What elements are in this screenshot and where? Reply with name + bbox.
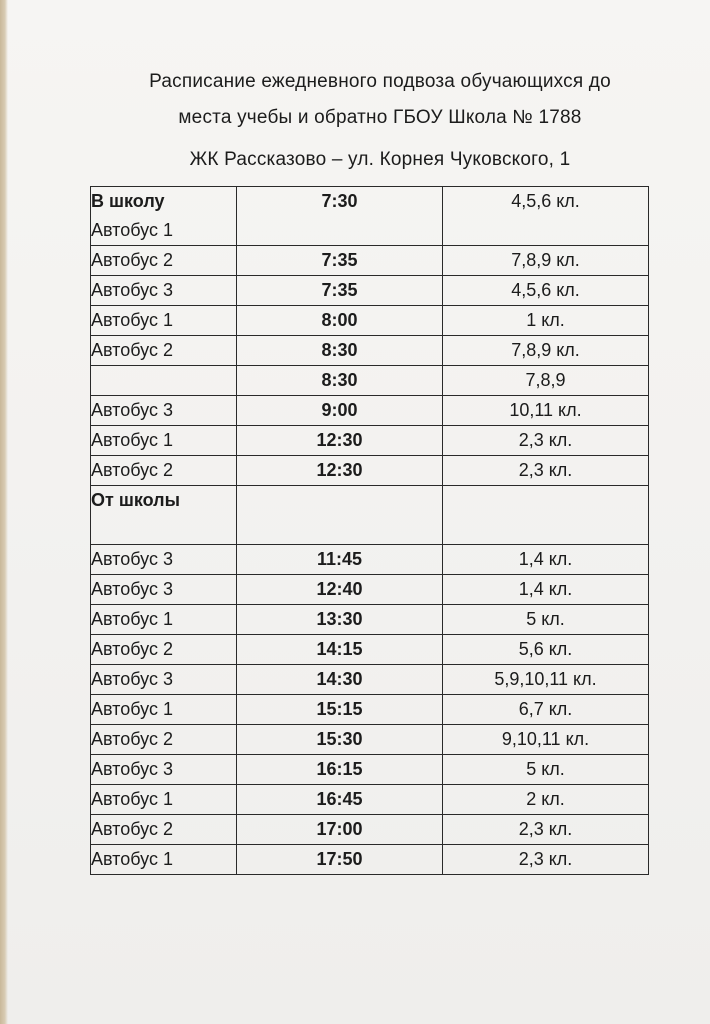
table-cell-route: Автобус 1 <box>91 605 237 635</box>
table-row <box>91 456 649 486</box>
table-cell-time: 7:30 <box>237 187 443 246</box>
from-school-header-cell <box>91 486 237 545</box>
table-cell-route: Автобус 1 <box>91 845 237 875</box>
table-cell-grades: 5,6 кл. <box>443 635 649 665</box>
table-cell-time: 12:30 <box>237 426 443 456</box>
table-row <box>91 306 649 336</box>
table-cell-route: Автобус 3 <box>91 276 237 306</box>
table-cell-grades: 2 кл. <box>443 785 649 815</box>
table-row <box>91 755 649 785</box>
table-row <box>91 605 649 635</box>
to-school-label: В школу <box>91 191 165 211</box>
table-cell-route <box>91 366 237 396</box>
table-row <box>91 815 649 845</box>
table-cell-time: 8:00 <box>237 306 443 336</box>
table-cell-route: Автобус 2 <box>91 725 237 755</box>
table-row <box>91 545 649 575</box>
from-school-header-row <box>91 486 649 545</box>
table-row <box>91 396 649 426</box>
table-cell-route: Автобус 2 <box>91 336 237 366</box>
table-row <box>91 366 649 396</box>
table-cell-time: 16:15 <box>237 755 443 785</box>
table-row <box>91 665 649 695</box>
table-cell-route: Автобус 2 <box>91 815 237 845</box>
table-cell-grades: 2,3 кл. <box>443 815 649 845</box>
table-row <box>91 845 649 875</box>
table-cell-time: 13:30 <box>237 605 443 635</box>
empty-cell <box>237 486 443 545</box>
document-title-line-2: места учебы и обратно ГБОУ Школа № 1788 <box>178 107 582 128</box>
table-cell-grades: 5,9,10,11 кл. <box>443 665 649 695</box>
table-cell-route: Автобус 3 <box>91 665 237 695</box>
table-cell-grades: 5 кл. <box>443 755 649 785</box>
document-title-line-1: Расписание ежедневного подвоза обучающихся до <box>149 71 611 92</box>
table-cell-grades: 6,7 кл. <box>443 695 649 725</box>
table-row <box>91 426 649 456</box>
empty-cell <box>443 486 649 545</box>
table-cell-grades: 2,3 кл. <box>443 456 649 486</box>
table-row <box>91 276 649 306</box>
table-cell-time: 14:30 <box>237 665 443 695</box>
table-cell-time: 15:30 <box>237 725 443 755</box>
table-cell-time: 17:50 <box>237 845 443 875</box>
table-row <box>91 575 649 605</box>
table-cell-time: 17:00 <box>237 815 443 845</box>
table-cell-time: 11:45 <box>237 545 443 575</box>
table-cell-time: 9:00 <box>237 396 443 426</box>
table-cell-route: Автобус 3 <box>91 396 237 426</box>
table-cell-route: Автобус 2 <box>91 456 237 486</box>
table-cell-grades: 1 кл. <box>443 306 649 336</box>
table-cell-time: 15:15 <box>237 695 443 725</box>
from-school-label: От школы <box>91 490 180 510</box>
table-cell-grades: 7,8,9 <box>443 366 649 396</box>
table-cell-route: Автобус 1 <box>91 695 237 725</box>
table-row <box>91 725 649 755</box>
table-cell-time: 16:45 <box>237 785 443 815</box>
schedule-table <box>90 186 649 875</box>
route-subtitle: ЖК Рассказово – ул. Корнея Чуковского, 1 <box>189 149 571 170</box>
table-cell-route: Автобус 2 <box>91 246 237 276</box>
table-cell-grades: 4,5,6 кл. <box>443 276 649 306</box>
table-cell-grades: 7,8,9 кл. <box>443 336 649 366</box>
table-cell-time: 14:15 <box>237 635 443 665</box>
table-cell-grades: 5 кл. <box>443 605 649 635</box>
table-cell-time: 8:30 <box>237 336 443 366</box>
table-cell-grades: 2,3 кл. <box>443 845 649 875</box>
table-cell-route: Автобус 3 <box>91 545 237 575</box>
table-cell-time: 7:35 <box>237 246 443 276</box>
table-cell-route: Автобус 1 <box>91 220 173 240</box>
table-cell-time: 7:35 <box>237 276 443 306</box>
to-school-header-cell <box>91 187 237 246</box>
to-school-header-row <box>91 187 649 246</box>
paper-edge <box>0 0 8 1024</box>
table-cell-route: Автобус 1 <box>91 306 237 336</box>
table-cell-route: Автобус 3 <box>91 755 237 785</box>
table-cell-time: 12:40 <box>237 575 443 605</box>
table-row <box>91 635 649 665</box>
table-cell-route: Автобус 3 <box>91 575 237 605</box>
table-row <box>91 785 649 815</box>
table-cell-grades: 1,4 кл. <box>443 545 649 575</box>
table-cell-route: Автобус 2 <box>91 635 237 665</box>
table-cell-grades: 1,4 кл. <box>443 575 649 605</box>
table-row <box>91 246 649 276</box>
table-cell-grades: 4,5,6 кл. <box>443 187 649 246</box>
table-cell-time: 12:30 <box>237 456 443 486</box>
table-row <box>91 695 649 725</box>
table-cell-grades: 2,3 кл. <box>443 426 649 456</box>
table-cell-grades: 9,10,11 кл. <box>443 725 649 755</box>
table-cell-time: 8:30 <box>237 366 443 396</box>
table-row <box>91 336 649 366</box>
table-cell-grades: 7,8,9 кл. <box>443 246 649 276</box>
table-cell-route: Автобус 1 <box>91 785 237 815</box>
table-cell-route: Автобус 1 <box>91 426 237 456</box>
table-cell-grades: 10,11 кл. <box>443 396 649 426</box>
